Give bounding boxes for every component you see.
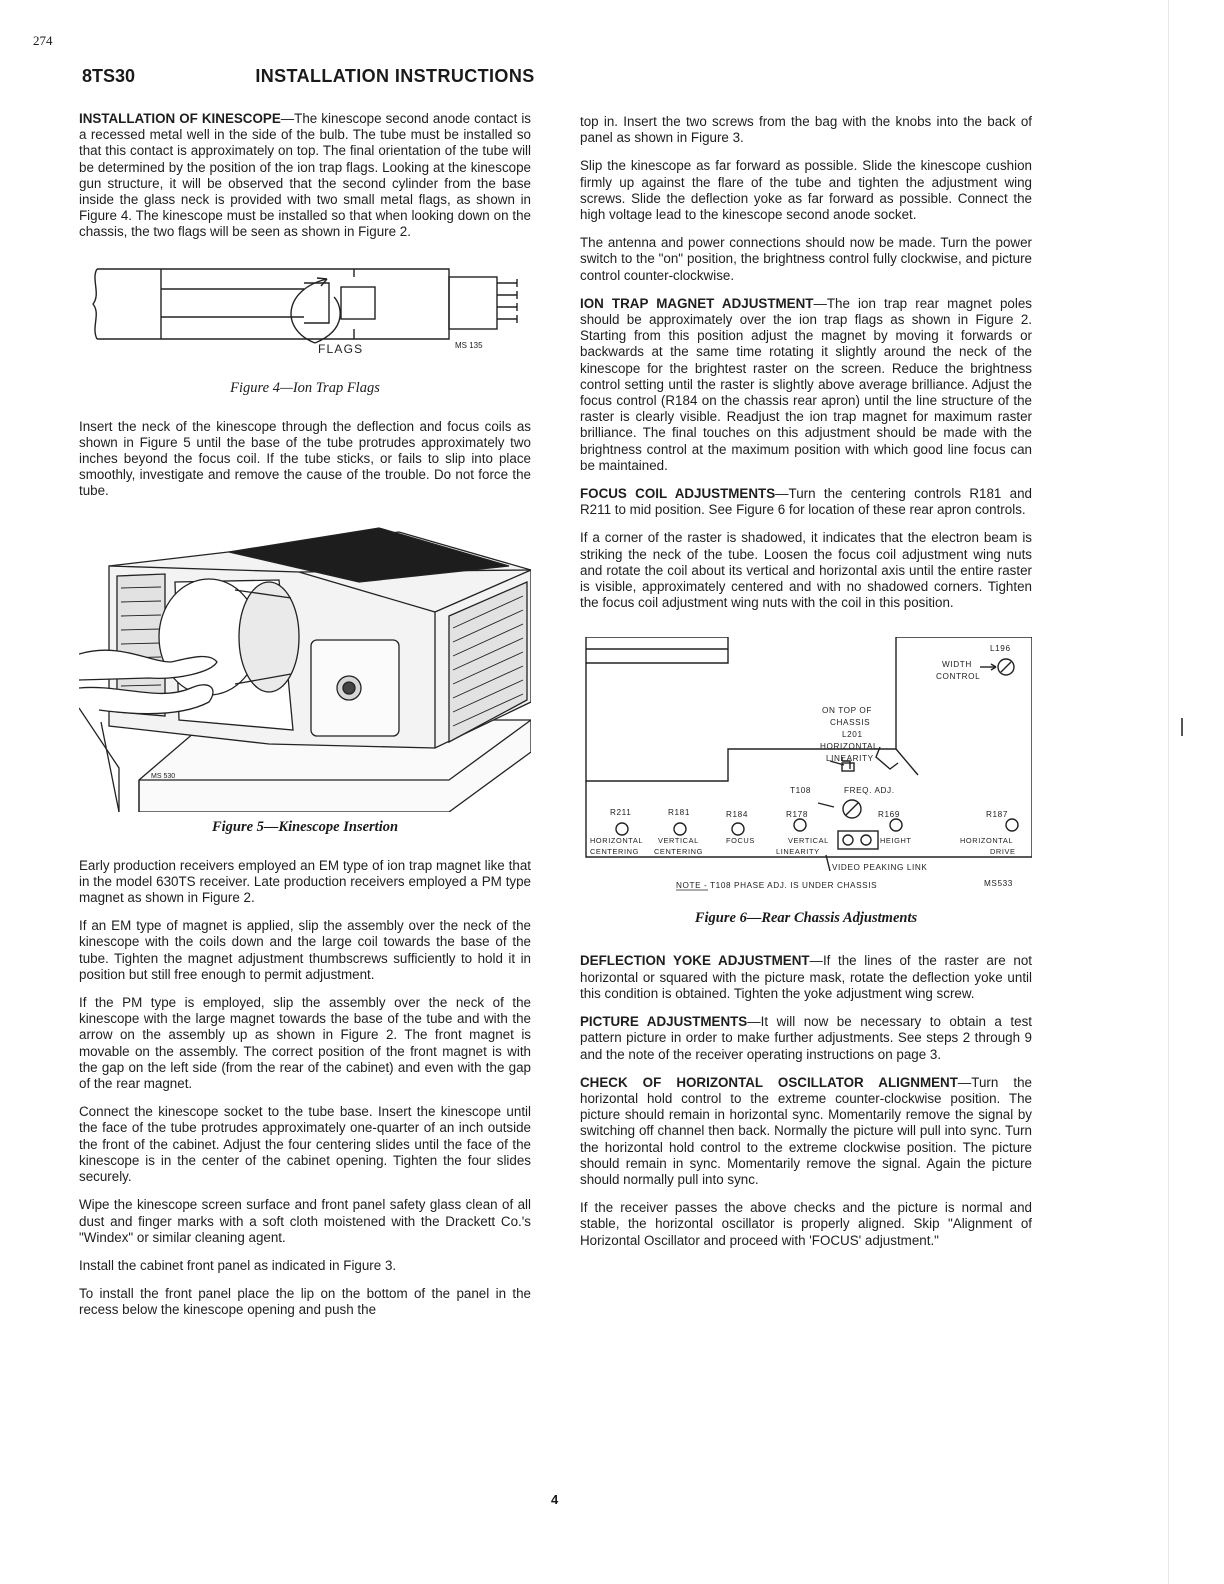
fig6-label-horizontal: HORIZONTAL — [820, 742, 879, 752]
scan-edge-line — [1168, 0, 1169, 1584]
paragraph-corner-shadowed: If a corner of the raster is shadowed, it indicates that the electron beam is striking the neck of the tube. Loosen the focus coil adjustment wing nuts and rotate the coil about its vertical and horizontal axis until the entire raster is visible, approximately centered and with no shadowed corners. Tighten the focus coil adjustment wing nuts with the coil in this position. — [580, 530, 1032, 611]
fig6-label-vertical-centering-1: VERTICAL — [658, 836, 699, 846]
paragraph-wipe-screen: Wipe the kinescope screen surface and front panel safety glass clean of all dust and finger marks with a soft cloth moistened with the Drackett Co.'s "Windex" or similar cleaning agent. — [79, 1197, 531, 1245]
fig6-label-r211: R211 — [610, 808, 632, 818]
fig6-label-vertical-linearity-1: VERTICAL — [788, 836, 829, 846]
fig6-label-width: WIDTH — [942, 660, 972, 670]
figure-6 — [580, 637, 1032, 927]
paragraph-install-front-panel: Install the cabinet front panel as indicated in Figure 3. — [79, 1257, 397, 1273]
fig6-label-r187: R187 — [986, 810, 1008, 820]
fig5-code: MS 530 — [151, 772, 176, 780]
fig6-note: NOTE - T108 PHASE ADJ. IS UNDER CHASSIS — [676, 881, 878, 891]
fig6-label-horizontal-centering-2: CENTERING — [590, 847, 639, 857]
fig6-label-chassis: CHASSIS — [830, 718, 871, 728]
paragraph-slip-kinescope: Slip the kinescope as far forward as possible. Slide the kinescope cushion firmly up against the flare of the tube and tighten the adjustment wing screws. Slide the deflection yoke as far forward as possible. Connect the high voltage lead to the kinescope second anode socket. — [580, 158, 1032, 223]
paragraph-connect-socket: Connect the kinescope socket to the tube base. Insert the kinescope until the face of the tube protrudes approximately one-quarter of an inch outside the front of the cabinet. Adjust the four centering slides until the face of the kinescope is in the center of the cabinet opening. Tighten the four slides securely. — [79, 1104, 531, 1185]
scan-edge-mark — [1181, 718, 1183, 736]
ion-trap-flags-diagram — [79, 259, 531, 365]
page-title: INSTALLATION INSTRUCTIONS — [255, 66, 535, 86]
paragraph-ion-trap-magnet: ION TRAP MAGNET ADJUSTMENT—The ion trap rear magnet poles should be approximately over the ion trap flags as shown in Figure 2. Starting from this position adjust the magnet by moving it forwards or backwards at the same time rotating it slightly around the neck of the kinescope for the brightest raster on the screen. Reduce the brightness control setting until the raster is slightly above average brilliance. Adjust the focus control (R184 on the chassis rear apron) until the line structure of the raster is clearly visible. Readjust the ion trap magnet for maximum raster brilliance. The final touches on this adjustment should be made with the brightness control at the maximum position with which good line focus can be maintained. — [580, 295, 1032, 473]
paragraph-pm-type: If the PM type is employed, slip the assembly over the neck of the kinescope with the large magnet towards the base of the tube and with the arrow on the assembly up as shown in Figure 2. The front magnet is movable on the assembly. The correct position of the front magnet is with the gap on the left side (from the rear of the cabinet) and even with the gap of the rear magnet. — [79, 995, 531, 1092]
paragraph-em-type: If an EM type of magnet is applied, slip the assembly over the neck of the kinescope with the coils down and the large coil towards the base of the tube. Tighten the magnet adjustment thumbscrews sufficiently to hold it in position but still free enough to permit adjustment. — [79, 918, 531, 982]
fig6-label-r181: R181 — [668, 808, 690, 818]
fig6-label-focus: FOCUS — [726, 836, 755, 846]
paragraph-lip-on-panel: To install the front panel place the lip on the bottom of the panel in the recess below the kinescope opening and push the — [79, 1286, 531, 1318]
fig6-label-l196: L196 — [990, 644, 1011, 654]
paragraph-insert-neck: Insert the neck of the kinescope through the deflection and focus coils as shown in Figure 5 until the base of the tube protrudes approximately two inches beyond the focus coil. If the tube sticks, or fails to slip into place smoothly, investigate and remove the cause of the trouble. Do not force the tube. — [79, 418, 531, 499]
fig6-label-video-peaking-link: VIDEO PEAKING LINK — [832, 863, 928, 873]
fig6-label-r184: R184 — [726, 810, 748, 820]
fig6-label-linearity: LINEARITY — [826, 754, 874, 764]
fig4-code: MS 135 — [455, 340, 483, 350]
figure-6-caption: Figure 6—Rear Chassis Adjustments — [694, 910, 918, 927]
fig6-label-on-top-of: ON TOP OF — [822, 706, 872, 716]
flags-label: FLAGS — [318, 341, 364, 356]
fig6-label-vertical-centering-2: CENTERING — [654, 847, 703, 857]
left-column — [79, 111, 531, 1331]
paragraph-installation-of-kinescope: INSTALLATION OF KINESCOPE—The kinescope second anode contact is a recessed metal well in the side of the bulb. The tube must be installed so that this contact is approximately on top. The final orientation of the tube will be determined by the position of the ion trap flags. Looking at the kinescope gun structure, it will be observed that the second cylinder from the base inside the glass neck is provided with two small metal flags, as shown in Figure 4. The kinescope must be installed so that when looking down on the chassis, the two flags will be seen as shown in Figure 2. — [79, 111, 532, 240]
figure-4-caption: Figure 4—Ion Trap Flags — [230, 379, 380, 396]
figure-4 — [79, 259, 531, 397]
fig6-label-r169: R169 — [878, 810, 900, 820]
paragraph-receiver-passes: If the receiver passes the above checks and the picture is normal and stable, the horizontal oscillator is properly aligned. Skip "Alignment of Horizontal Oscillator and proceed with 'FOCUS' adjustment." — [580, 1200, 1032, 1248]
paragraph-early-production: Early production receivers employed an EM type of ion trap magnet like that in the model 630TS receiver. Late production receivers employed a PM type magnet as shown in Figure 2. — [79, 857, 531, 906]
fig6-label-horizontal-drive-2: DRIVE — [990, 847, 1016, 857]
fig6-label-horizontal-drive-1: HORIZONTAL — [960, 836, 1014, 846]
figure-5 — [79, 512, 531, 836]
kinescope-insertion-illustration — [79, 512, 531, 812]
fig6-label-horizontal-centering-1: HORIZONTAL — [590, 836, 644, 846]
model-number: 8TS30 — [82, 66, 136, 86]
paragraph-antenna-power: The antenna and power connections should now be made. Turn the power switch to the "on" position, the brightness control fully clockwise, and picture control counter-clockwise. — [580, 235, 1032, 283]
fig6-code: MS533 — [984, 879, 1013, 889]
page-number-bottom: 4 — [551, 1492, 559, 1507]
fig6-label-control: CONTROL — [936, 672, 981, 682]
paragraph-deflection-yoke: DEFLECTION YOKE ADJUSTMENT—If the lines of the raster are not horizontal or squared with the picture mask, rotate the deflection yoke until this condition is obtained. Tighten the yoke adjustment wing screw. — [580, 953, 1032, 1001]
fig6-label-l201: L201 — [842, 730, 863, 740]
fig6-label-height: HEIGHT — [880, 836, 912, 846]
fig6-label-r178: R178 — [786, 810, 808, 820]
paragraph-picture-adjustments: PICTURE ADJUSTMENTS—It will now be necessary to obtain a test pattern picture in order to make further adjustments. See steps 2 through 9 and the note of the receiver operating instructions on page 3. — [580, 1014, 1032, 1062]
right-column — [580, 114, 1032, 1261]
paragraph-top-in: top in. Insert the two screws from the bag with the knobs into the back of panel as shown in Figure 3. — [580, 114, 1032, 146]
paragraph-focus-coil: FOCUS COIL ADJUSTMENTS—Turn the centering controls R181 and R211 to mid position. See Figure 6 for location of these rear apron controls. — [580, 486, 1032, 518]
page-number-top: 274 — [33, 33, 53, 48]
fig6-label-freq-adj: FREQ. ADJ. — [844, 786, 895, 796]
fig6-label-vertical-linearity-2: LINEARITY — [776, 847, 820, 857]
paragraph-horizontal-oscillator-check: CHECK OF HORIZONTAL OSCILLATOR ALIGNMENT—Turn the horizontal hold control to the extreme counter-clockwise position. The picture should remain in horizontal sync. Momentarily remove the signal by switching off channel then back. Normally the picture will pull into sync. Turn the horizontal hold control to the extreme clockwise position. The picture should remain in sync. Momentarily remove the signal. Again the picture should normally pull into sync. — [580, 1074, 1032, 1187]
figure-5-caption: Figure 5—Kinescope Insertion — [211, 818, 399, 835]
fig6-label-t108: T108 — [790, 786, 812, 796]
rear-chassis-adjustments-diagram — [580, 637, 1032, 897]
